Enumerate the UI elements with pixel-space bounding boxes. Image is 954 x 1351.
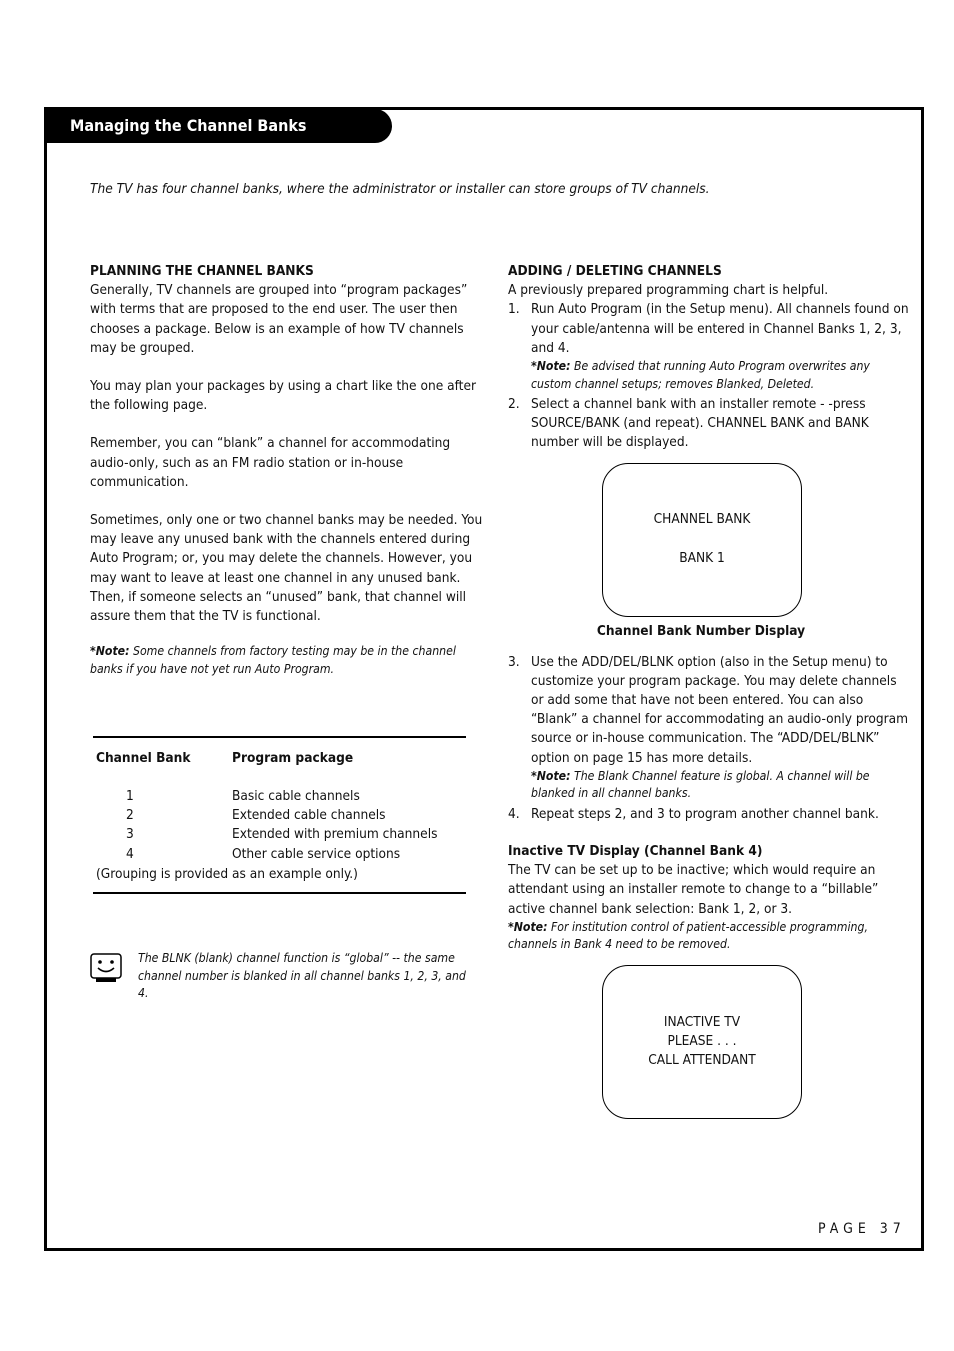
screen-line: INACTIVE TV	[663, 1014, 741, 1030]
table-cell-package: Basic cable channels	[232, 788, 360, 804]
table-cell-bank: 1	[126, 788, 134, 804]
tip-text: The BLNK (blank) channel function is “global” -- the same channel number is blanked in all channel banks 1, 2, 3, and 4.	[138, 951, 466, 1000]
table-cell-package: Extended cable channels	[232, 807, 386, 823]
table-footnote: (Grouping is provided as an example only.)	[96, 866, 358, 882]
note-label: *Note:	[508, 919, 548, 934]
channel-bank-display	[602, 463, 802, 617]
steps-list-b	[508, 653, 910, 824]
inactive-text: The TV can be set up to be inactive; which would require an attendant using an installer remote to change to a “billable” active channel bank selection: Bank 1, 2, or 3.	[508, 862, 879, 917]
table-cell-bank: 3	[126, 826, 134, 842]
steps-list-a	[508, 300, 910, 452]
left-column	[90, 262, 490, 678]
smiley-tv-icon	[90, 953, 122, 983]
step-note	[531, 768, 910, 803]
step-number: 1.	[508, 301, 520, 318]
step-note	[531, 358, 910, 393]
table-cell-bank: 4	[126, 846, 134, 862]
step-number: 3.	[508, 653, 520, 670]
note-label: *Note:	[531, 768, 571, 783]
note-label: *Note:	[90, 644, 130, 659]
screen-line: CHANNEL BANK	[653, 511, 751, 527]
planning-note	[90, 643, 490, 678]
table-cell-package: Extended with premium channels	[232, 826, 438, 842]
planning-heading: PLANNING THE CHANNEL BANKS	[90, 263, 314, 279]
planning-paragraph-4: Sometimes, only one or two channel banks may be needed. You may leave any unused bank with the channels entered during Auto Program; or, you may delete the channels. However, you may want to leave at least one channel in any unused bank. Then, if someone selects an “unused” bank, that channel will assure them that the TV is functional.	[90, 512, 483, 625]
inactive-heading: Inactive TV Display (Channel Bank 4)	[508, 843, 763, 860]
screen-line: PLEASE . . .	[667, 1033, 737, 1050]
list-item	[508, 395, 910, 453]
adding-heading: ADDING / DELETING CHANNELS	[508, 263, 722, 279]
note-text: Some channels from factory testing may be in the channel banks if you have not yet run Auto Program.	[90, 644, 456, 676]
step-number: 4.	[508, 805, 520, 822]
screen-caption: Channel Bank Number Display	[596, 623, 806, 639]
table-cell-package: Other cable service options	[232, 846, 401, 862]
note-text: Be advised that running Auto Program overwrites any custom channel setups; removes Blanked, Deleted.	[531, 359, 870, 391]
table-header-bank: Channel Bank	[96, 750, 191, 766]
table-cell-bank: 2	[126, 807, 134, 823]
screen-line: CALL ATTENDANT	[648, 1052, 756, 1069]
note-text: The Blank Channel feature is global. A channel will be blanked in all channel banks.	[531, 768, 870, 801]
section-title: Managing the Channel Banks	[44, 109, 392, 143]
step-text: Use the ADD/DEL/BLNK option (also in the Setup menu) to customize your program package. You may delete channels or add some that have not been entered. You can also “Blank” a channel for accommodating an audio-only program source or in-house communication. The “ADD/DEL/BLNK” option on page 15 has more details.	[531, 653, 909, 766]
step-text: Select a channel bank with an installer remote - -press SOURCE/BANK (and repeat). CHANNEL BANK and BANK number will be displayed.	[531, 396, 869, 451]
note-label: *Note:	[531, 359, 571, 374]
inactive-tv-display	[602, 965, 802, 1119]
step-text: Repeat steps 2, and 3 to program another channel bank.	[531, 805, 879, 822]
table-header-package: Program package	[232, 750, 354, 766]
step-number: 2.	[508, 396, 520, 413]
list-item	[508, 653, 910, 803]
screen-line: BANK 1	[679, 550, 725, 567]
planning-paragraph-3: Remember, you can “blank” a channel for accommodating audio-only, such as an FM radio station or in-house communication.	[90, 435, 451, 490]
adding-lead: A previously prepared programming chart is helpful.	[508, 282, 829, 299]
step-text: Run Auto Program (in the Setup menu). All channels found on your cable/antenna will be entered in Channel Banks 1, 2, 3, and 4.	[531, 301, 909, 356]
planning-paragraph-1: Generally, TV channels are grouped into “program packages” with terms that are proposed to the end user. The user then chooses a package. Below is an example of how TV channels may be grouped.	[90, 282, 468, 356]
list-item	[508, 300, 910, 393]
inactive-note	[508, 919, 910, 954]
program-package-table	[93, 736, 466, 894]
list-item	[508, 805, 910, 824]
note-text: For institution control of patient-accessible programming, channels in Bank 4 need to be removed.	[508, 919, 868, 952]
planning-paragraph-2: You may plan your packages by using a chart like the one after the following page.	[90, 378, 477, 414]
intro-text: The TV has four channel banks, where the administrator or installer can store groups of TV channels.	[90, 181, 710, 197]
page-number: PAGE 37	[818, 1221, 906, 1237]
